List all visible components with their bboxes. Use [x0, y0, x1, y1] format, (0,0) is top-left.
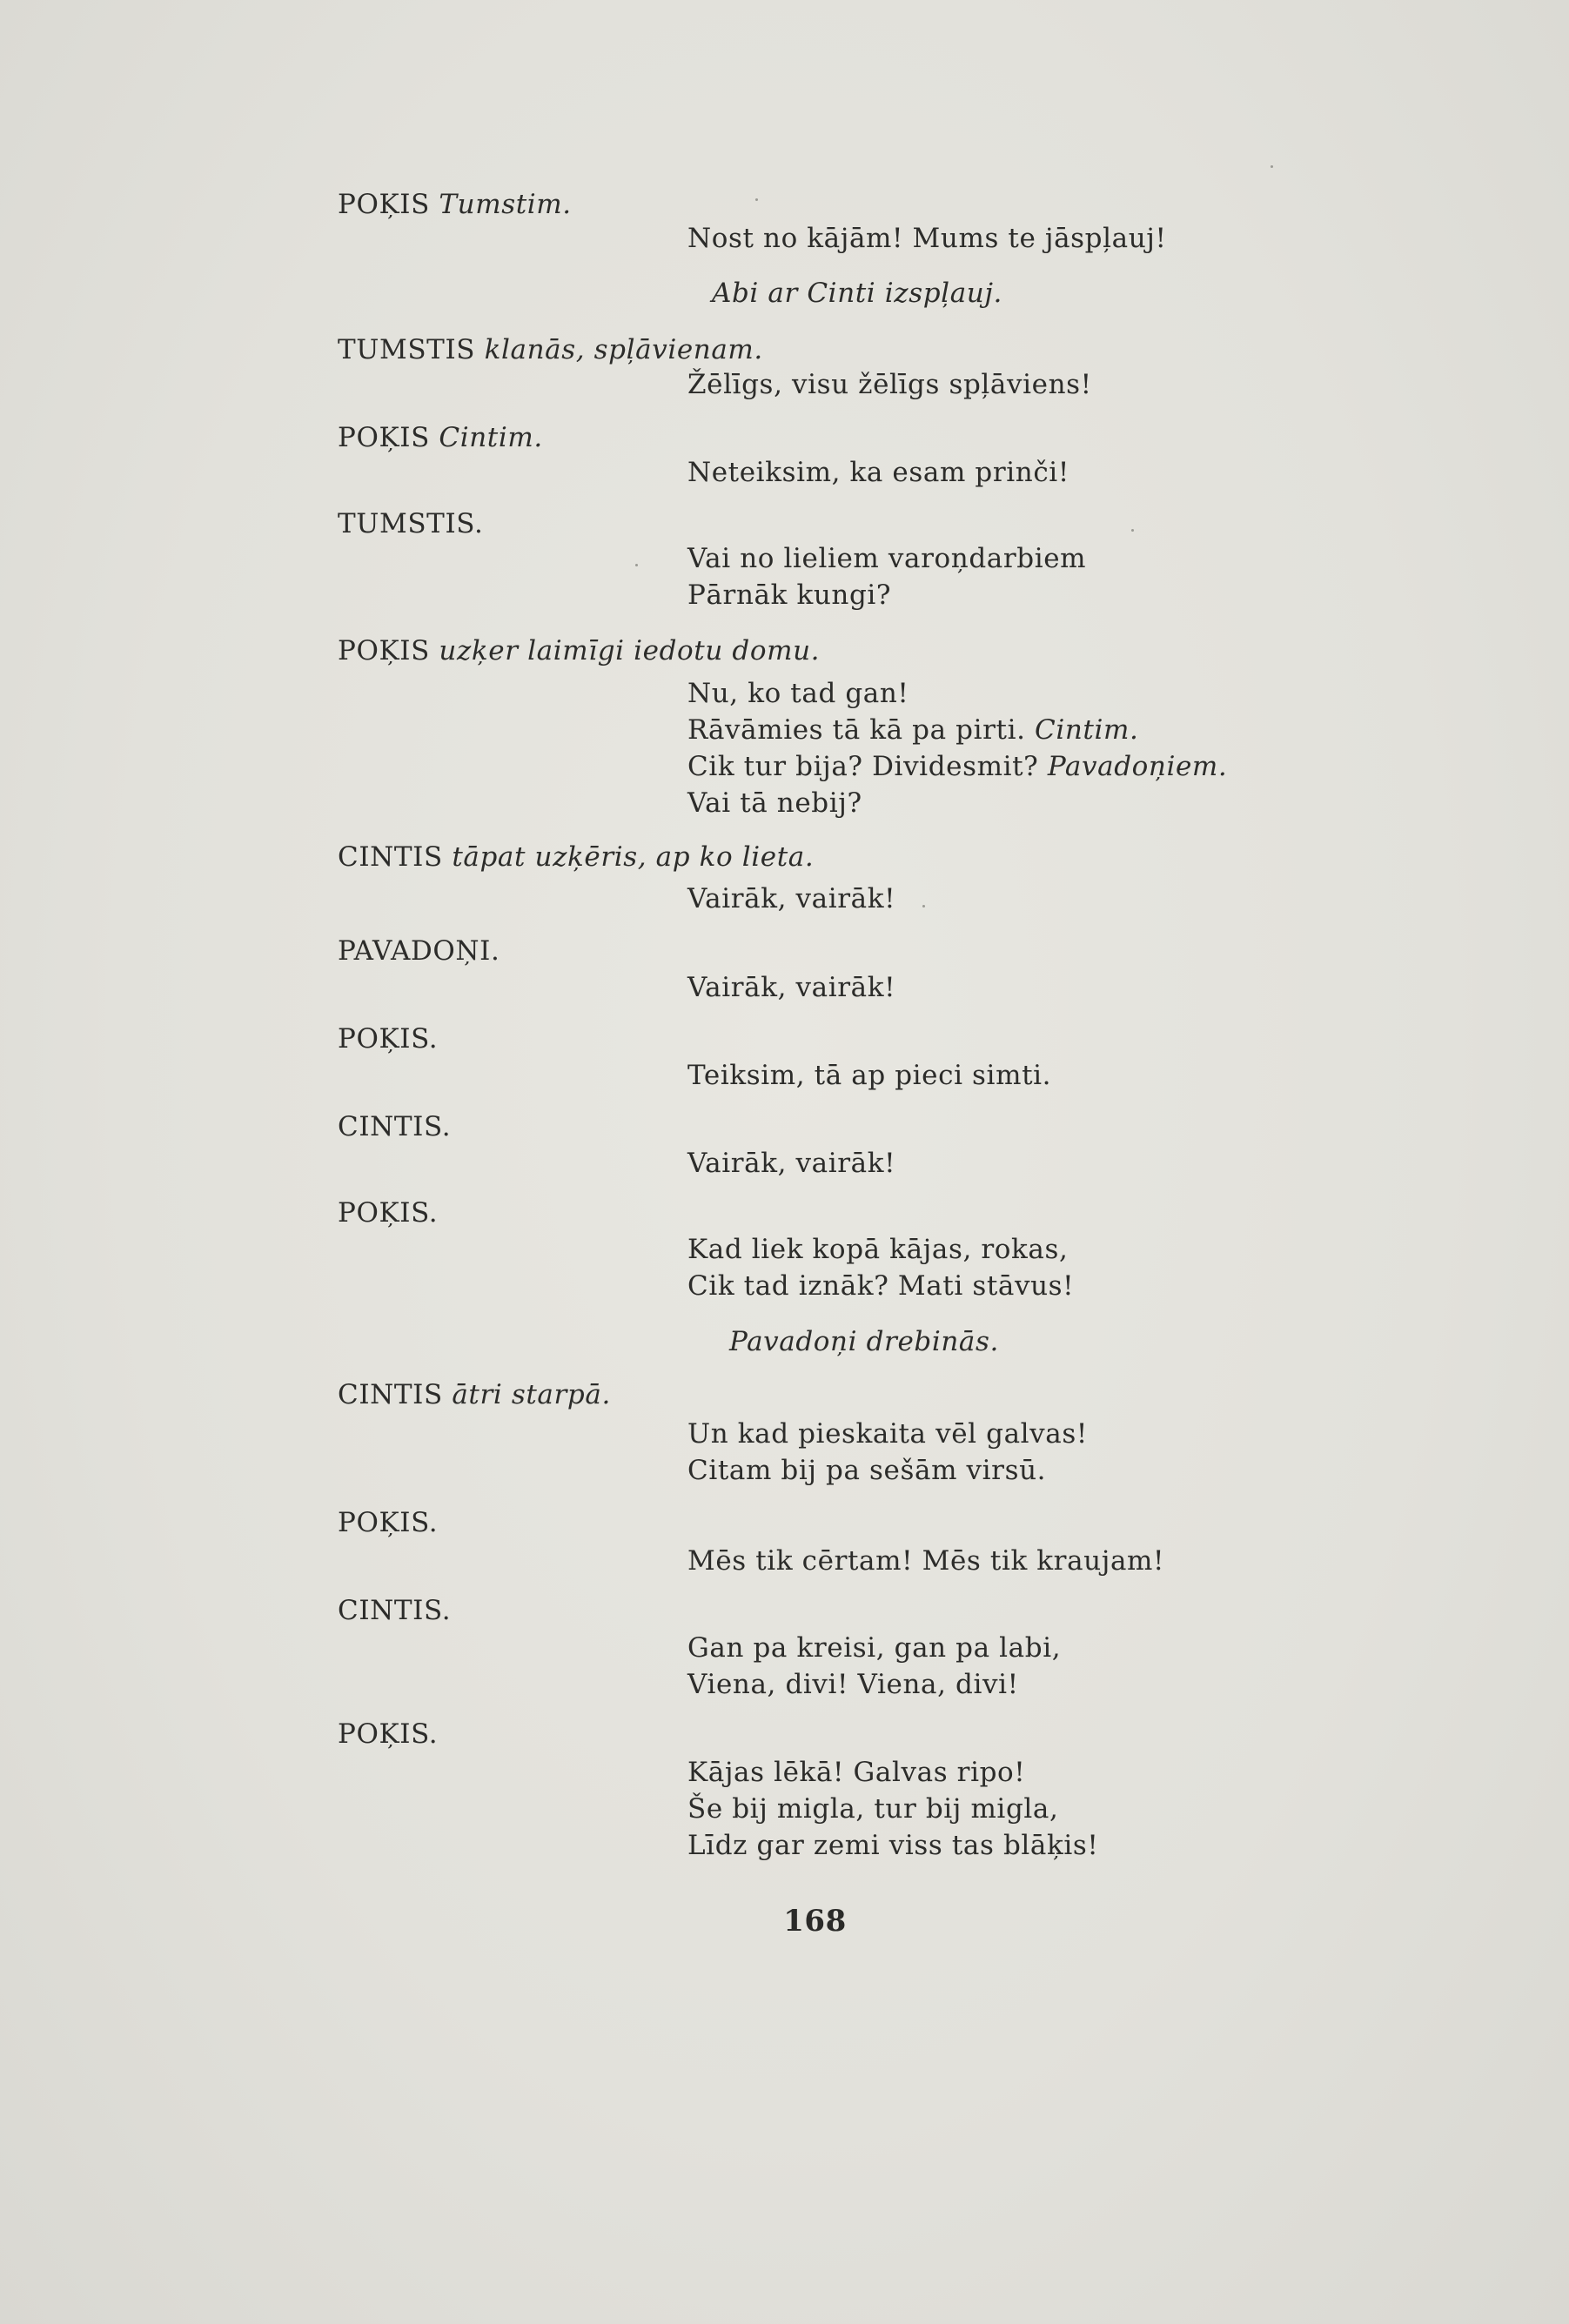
speaker-line — [338, 332, 763, 368]
speaker-name: CINTIS. — [338, 1111, 452, 1142]
verse-line: Še bij migla, tur bij migla, — [687, 1793, 1059, 1825]
paper-speck — [755, 198, 758, 201]
speaker-name: CINTIS — [338, 1379, 443, 1410]
verse-line: Nost no kājām! Mums te jāspļauj! — [687, 223, 1167, 254]
stage-direction: ātri starpā. — [452, 1379, 611, 1410]
speaker-name: CINTIS. — [338, 1595, 452, 1626]
verse-line — [687, 712, 1138, 748]
speaker-name: POĶIS — [338, 422, 430, 453]
verse-line: Nu, ko tad gan! — [687, 678, 909, 709]
paper-speck — [635, 564, 638, 566]
verse-line: Vai tā nebij? — [687, 787, 862, 819]
paper-speck — [1131, 529, 1134, 532]
speaker-name: POĶIS — [338, 635, 430, 666]
verse-line: Gan pa kreisi, gan pa labi, — [687, 1632, 1062, 1664]
verse-line: Un kad pieskaita vēl galvas! — [687, 1418, 1088, 1450]
verse-line: Līdz gar zemi viss tas blāķis! — [687, 1830, 1099, 1861]
speaker-name: TUMSTIS. — [338, 508, 484, 539]
verse-line: Vairāk, vairāk! — [687, 883, 896, 914]
verse-line: Pārnāk kungi? — [687, 579, 892, 611]
verse-line: Cik tad iznāk? Mati stāvus! — [687, 1270, 1075, 1302]
speaker-name: TUMSTIS — [338, 334, 476, 365]
verse-line: Viena, divi! Viena, divi! — [687, 1669, 1019, 1700]
stage-direction: Abi ar Cinti izspļauj. — [712, 278, 1003, 309]
verse-line: Teiksim, tā ap pieci simti. — [687, 1060, 1052, 1091]
page-number: 168 — [783, 1904, 847, 1939]
stage-direction: Tumstim. — [439, 189, 572, 220]
verse-line: Vairāk, vairāk! — [687, 972, 896, 1003]
stage-direction: Cintim. — [1035, 714, 1139, 746]
verse-line: Kad liek kopā kājas, rokas, — [687, 1234, 1069, 1265]
speaker-name: POĶIS — [338, 189, 430, 220]
verse-line: Vairāk, vairāk! — [687, 1148, 896, 1179]
speaker-line — [338, 186, 572, 223]
verse-line: Žēlīgs, visu žēlīgs spļāviens! — [687, 369, 1092, 400]
speaker-line — [338, 633, 820, 669]
speaker-name: POĶIS. — [338, 1023, 439, 1055]
verse-line: Neteiksim, ka esam prinči! — [687, 457, 1069, 488]
verse-line: Citam bij pa sešām virsū. — [687, 1455, 1047, 1486]
stage-direction: klanās, spļāvienam. — [484, 334, 763, 365]
stage-direction: uzķer laimīgi iedotu domu. — [439, 635, 821, 666]
stage-direction: Pavadoņiem. — [1047, 751, 1228, 782]
stage-direction: Cintim. — [439, 422, 543, 453]
verse-line — [687, 748, 1227, 785]
speaker-name: PAVADOŅI. — [338, 935, 500, 967]
speaker-name: POĶIS. — [338, 1507, 439, 1538]
verse-text: Cik tur bija? Dividesmit? — [687, 751, 1039, 782]
speaker-line — [338, 1376, 611, 1413]
paper-speck — [1271, 165, 1273, 168]
paper-speck — [922, 905, 925, 907]
speaker-name: POĶIS. — [338, 1718, 439, 1750]
speaker-name: CINTIS — [338, 841, 443, 873]
verse-line: Kājas lēkā! Galvas ripo! — [687, 1757, 1026, 1788]
speaker-name: POĶIS. — [338, 1197, 439, 1229]
verse-text: Rāvāmies tā kā pa pirti. — [687, 714, 1026, 746]
speaker-line — [338, 419, 543, 456]
stage-direction: Pavadoņi drebinās. — [729, 1326, 999, 1357]
verse-line: Mēs tik cērtam! Mēs tik kraujam! — [687, 1545, 1165, 1577]
speaker-line — [338, 839, 814, 875]
stage-direction: tāpat uzķēris, ap ko lieta. — [452, 841, 815, 873]
verse-line: Vai no lieliem varoņdarbiem — [687, 543, 1087, 574]
